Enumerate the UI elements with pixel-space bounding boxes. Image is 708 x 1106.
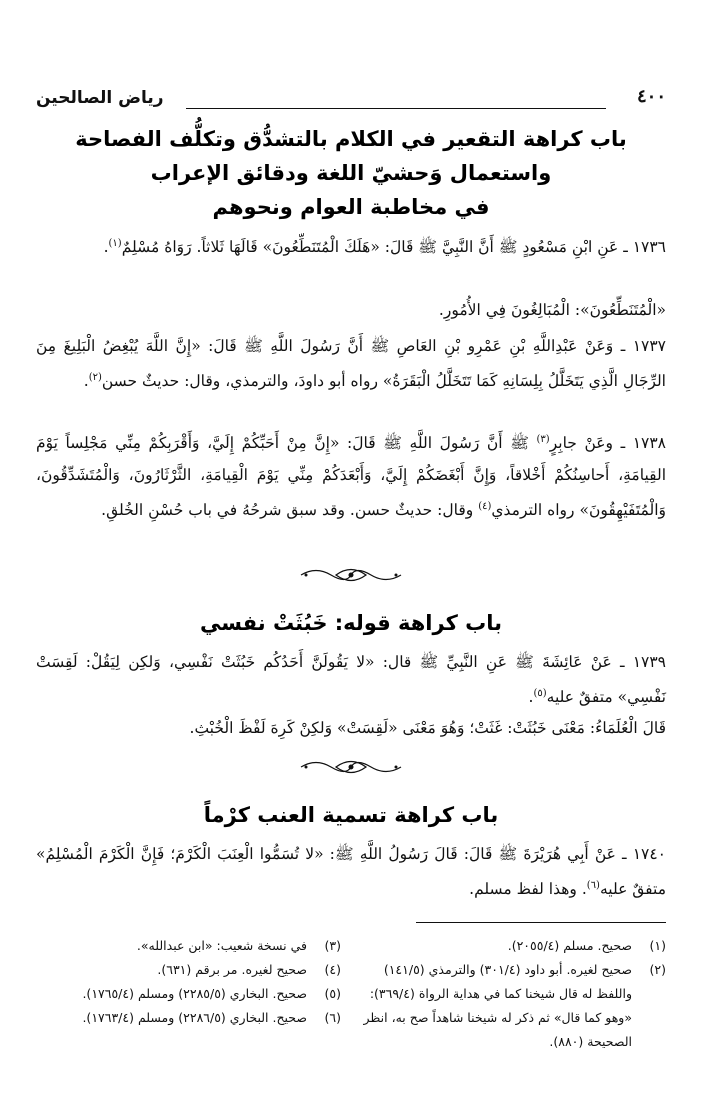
footnote-ref-2: (٢) (88, 372, 102, 383)
hadith-1740-text: ١٧٤٠ ـ عَنْ أَبِي هُرَيْرَةَ ﷺ قَالَ: قَالَ رَسُولُ اللَّهِ ﷺ: «لا تُسَمُّوا الْعِنَبَ الْكَرْمَ؛ فَإِنَّ الْكَرْمَ الْمُسْلِمُ» متفقٌ عليه (36, 845, 666, 899)
hadith-1738-text-a: ١٧٣٨ ـ وعَنْ جابِرٍ (549, 434, 666, 453)
footnote-number: (٣) (324, 938, 341, 953)
footnote-number: (٥) (324, 986, 341, 1001)
chapter-title-1-line-1: باب كراهة التقعير في الكلام بالتشدُّق وتكلُّف الفصاحة (75, 127, 627, 151)
book-page (36, 82, 666, 1082)
footnote-ref-4: (٤) (478, 501, 492, 513)
hadith-1740 (36, 838, 666, 905)
footnote-number: (٤) (324, 962, 341, 977)
footnote-ref-3: (٣) (536, 434, 550, 445)
hadith-1737: ١٧٣٧ ـ وَعَنْ عَبْدِاللَّهِ بْنِ عَمْرِو بْنِ العَاصِ ﷺ أَنَّ رَسُولَ اللَّهِ ﷺ قَالَ: «إِنَّ اللَّهَ يُبْغِضُ الْبَلِيغَ مِنَ الرِّجَالِ الَّذِي يَتَخَلَّلُ بِلِسَانِهِ كَمَا تَتَخَلَّلُ الْبَقَرَةُ» رواه أبو داودَ، والترمذي، وقال: حديثٌ حسن$^{(٢)}$. (36, 337, 666, 391)
footnote-ref-5: (٥) (533, 688, 547, 699)
footnote-1 (361, 934, 666, 958)
hadith-1740-tail: . وهذا لفظ مسلم. (469, 880, 587, 899)
hadith-1739-note (36, 712, 666, 744)
section-ornament-2 (36, 756, 666, 782)
hadith-1739-gloss: قَالَ الْعُلَمَاءُ: مَعْنَى خَبُثَتْ: غَثَتْ؛ وَهُوَ مَعْنَى «لَقِسَتْ» وَلكِنْ كَرِهَ لَفْظَ الْخُبْثِ. (189, 719, 666, 737)
hadith-1736-note (36, 294, 666, 326)
chapter-title-1-line-3: في مخاطبة العوام ونحوهم (212, 195, 490, 219)
footnote-text: صحيح لغيره. أبو داود (٣٠١/٤) والترمذي (١٤١/٥) واللفظ له قال شيخنا كما في هداية الرواة (٣٦٩/٤): «وهو كما قال» ثم ذكر له شيخنا شاهداً صح به، انظر الصحيحة (٨٨٠). (363, 962, 632, 1049)
book-title: رياض الصالحين (36, 88, 164, 108)
footnote-ref-1: (١) (108, 238, 122, 249)
footnote-ref-6: (٦) (586, 880, 600, 891)
ornament-divider-icon (296, 564, 406, 586)
footnote-number: (١) (649, 938, 666, 953)
running-header (36, 82, 666, 112)
chapter-title-2 (36, 606, 666, 640)
hadith-1736: ١٧٣٦ ـ عَنِ ابْنِ مَسْعُودٍ ﷺ أَنَّ النَّبِيَّ ﷺ قَالَ: «هَلَكَ الْمُتَنَطِّعُونَ» قَالَهَا ثَلاثاً. رَوَاهُ مُسْلِمٌ$^{(١)}$. (103, 238, 666, 257)
footnote-4 (36, 958, 341, 982)
footnote-rule (416, 922, 666, 923)
hadith-1739: ١٧٣٩ ـ عَنْ عَائِشَةَ ﷺ عَنِ النَّبِيِّ ﷺ قال: «لا يَقُولَنَّ أَحَدُكُم خَبُثَتْ نَفْسِي، وَلكِن لِيَقُلْ: لَقِسَتْ نَفْسِي» متفقٌ عليه$^{(٥)}$. (36, 653, 666, 707)
footnote-3 (36, 934, 341, 958)
chapter-title-2-text: باب كراهة قوله: خَبُثَتْ نفسي (200, 611, 502, 635)
ornament-divider-icon (296, 756, 406, 778)
hadith-1737-text: ١٧٣٧ ـ وَعَنْ عَبْدِاللَّهِ بْنِ عَمْرِو بْنِ العَاصِ ﷺ أَنَّ رَسُولَ اللَّهِ ﷺ قَالَ: «إِنَّ اللَّهَ يُبْغِضُ الْبَلِيغَ مِنَ الرِّجَالِ الَّذِي يَتَخَلَّلُ بِلِسَانِهِ كَمَا تَتَخَلَّلُ الْبَقَرَةُ» رواه أبو داودَ، والترمذي، وقال: حديثٌ حسن (36, 337, 666, 391)
chapter-title-1 (36, 122, 666, 224)
hadith-1738-text-c: وقال: حديثٌ حسن. وقد سبق شرحُهُ في باب حُسْنِ الخُلقِ. (101, 501, 474, 520)
page-number: ٤٠٠ (636, 86, 666, 107)
footnote-text: صحيح لغيره. مر برقم (٦٣١). (157, 962, 307, 977)
footnote-number: (٢) (649, 962, 666, 977)
footnote-number: (٦) (324, 1010, 341, 1025)
footnote-6 (36, 1006, 341, 1030)
hadith-1738 (36, 424, 666, 526)
footnote-5 (36, 982, 341, 1006)
hadith-1738-text-b: ﷺ أَنَّ رَسُولَ اللَّهِ ﷺ قَالَ: «إِنَّ مِنْ أَحَبِّكُمْ إِلَيَّ، وَأَقْرَبِكُمْ مِنِّي مَجْلِساً يَوْمَ القِيامَةِ، أَحاسِنُكُمْ أَخْلاقاً، وَإِنَّ أَبْغَضَكُمْ إِلَيَّ، وَأَبْعَدَكُمْ مِنِّي يَوْمَ الْقِيامَةِ، الثَّرْثَارُونَ، وَالْمُتَشَدِّقُونَ، وَالْمُتَفَيْهِقُونَ» رواه الترمذي (36, 434, 666, 520)
hadith-1739-text: ١٧٣٩ ـ عَنْ عَائِشَةَ ﷺ عَنِ النَّبِيِّ ﷺ قال: «لا يَقُولَنَّ أَحَدُكُم خَبُثَتْ نَفْسِي، وَلكِن لِيَقُلْ: لَقِسَتْ نَفْسِي» متفقٌ عليه (36, 653, 666, 707)
header-rule (186, 108, 606, 109)
footnote-2 (361, 958, 666, 1054)
hadith-1736-text: ١٧٣٦ ـ عَنِ ابْنِ مَسْعُودٍ ﷺ أَنَّ النَّبِيَّ ﷺ قَالَ: «هَلَكَ الْمُتَنَطِّعُونَ» قَالَهَا ثَلاثاً. رَوَاهُ مُسْلِمٌ (121, 238, 666, 257)
chapter-title-1-line-2: واستعمال وَحشيّ اللغة ودقائق الإعراب (150, 161, 552, 185)
footnotes-column-left (36, 934, 341, 1030)
footnote-text: صحيح. البخاري (٢٢٨٦/٥) ومسلم (١٧٦٣/٤). (82, 1010, 307, 1025)
section-ornament-1 (36, 564, 666, 590)
footnotes-column-right (361, 934, 666, 1054)
chapter-title-3-text: باب كراهة تسمية العنب كرْماً (203, 803, 499, 827)
chapter-title-3 (36, 798, 666, 832)
footnote-text: في نسخة شعيب: «ابن عبدالله». (136, 938, 307, 953)
footnote-text: صحيح. مسلم (٢٠٥٥/٤). (507, 938, 632, 953)
footnote-text: صحيح. البخاري (٢٢٨٥/٥) ومسلم (١٧٦٥/٤). (82, 986, 307, 1001)
hadith-1736-gloss: «الْمُتَنَطِّعُونَ»: الْمُبَالِغُونَ فِي الأُمُورِ. (438, 301, 666, 319)
